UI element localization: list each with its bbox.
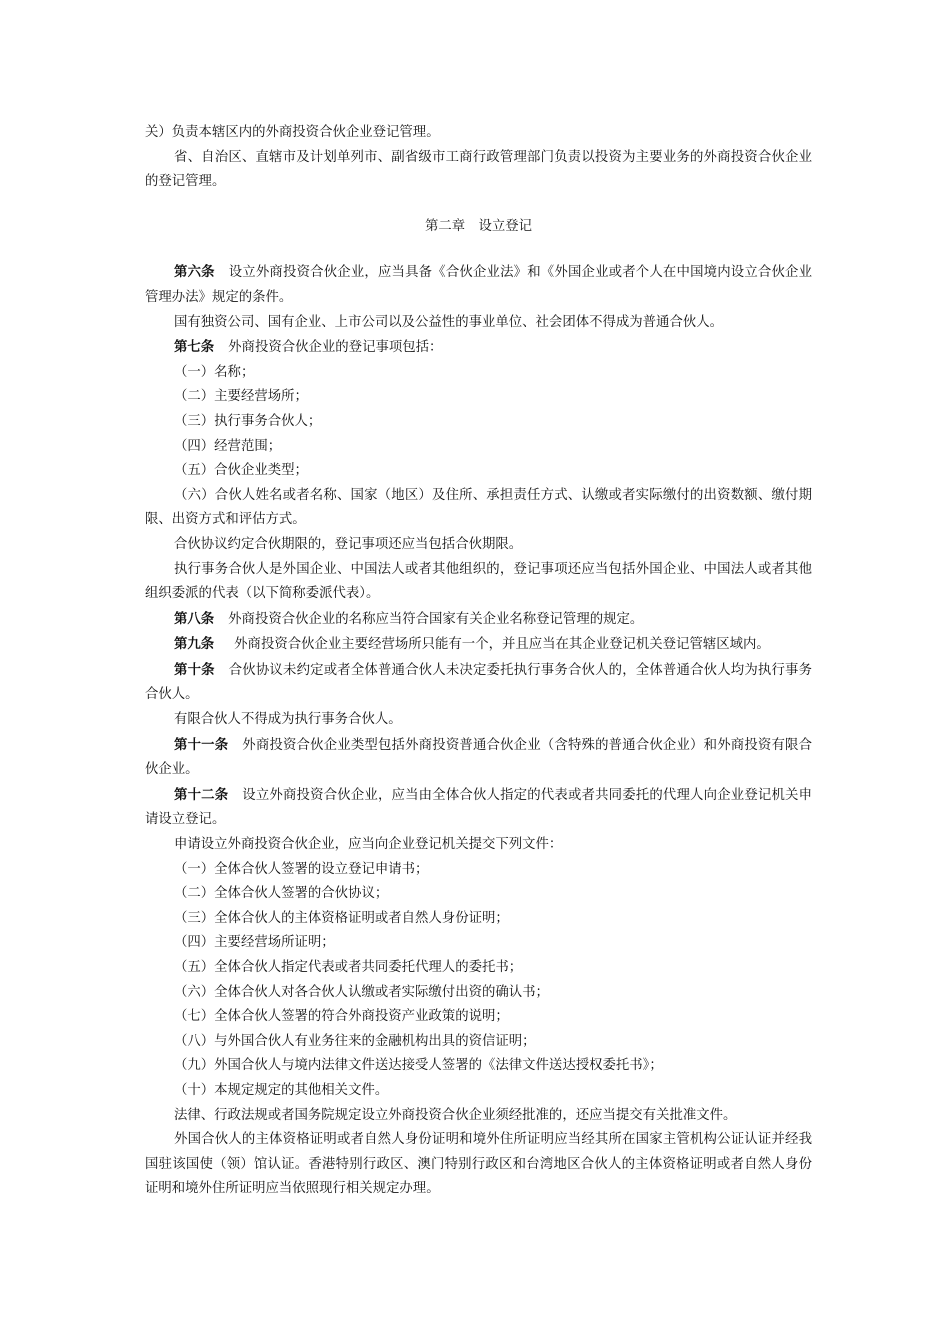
list-item: （六）合伙人姓名或者名称、国家（地区）及住所、承担责任方式、认缴或者实际缴付的出资数额、缴付期限、出资方式和评估方式。	[145, 487, 812, 528]
article-9	[145, 632, 812, 658]
list-item: （五）全体合伙人指定代表或者共同委托代理人的委托书；	[174, 960, 523, 975]
article-7-paragraph-2: 合伙协议约定合伙期限的，登记事项还应当包括合伙期限。	[174, 536, 523, 552]
article-12-paragraph-4: 外国合伙人的主体资格证明或者自然人身份证明和境外住所证明应当经其所在国家主管机构公证认证并经我国驻该国使（领）馆认证。香港特别行政区、澳门特别行政区和台湾地区合伙人的主体资格证明或者自然人身份证明和境外住所证明应当依照现行相关规定办理。	[145, 1132, 812, 1197]
article-10-text: 合伙协议未约定或者全体普通合伙人未决定委托执行事务合伙人的，全体普通合伙人均为执行事务合伙人。	[145, 662, 813, 703]
article-12-label: 第十二条	[174, 786, 229, 803]
article-9-label: 第九条	[174, 636, 215, 653]
article-9-text: 外商投资合伙企业主要经营场所只能有一个，并且应当在其企业登记机关登记管辖区域内。	[234, 637, 770, 653]
article-8-label: 第八条	[174, 610, 215, 627]
list-item: （十）本规定规定的其他相关文件。	[174, 1082, 389, 1098]
article-11	[145, 733, 812, 783]
list-item: （二）主要经营场所；	[174, 389, 308, 405]
article-7-text: 外商投资合伙企业的登记事项包括：	[228, 340, 443, 356]
article-8-text: 外商投资合伙企业的名称应当符合国家有关企业名称登记管理的规定。	[228, 611, 644, 627]
list-item: （五）合伙企业类型；	[174, 463, 308, 479]
list-item: （一）全体合伙人签署的设立登记申请书；	[174, 861, 429, 877]
list-item: （二）全体合伙人签署的合伙协议；	[174, 886, 389, 902]
list-item: （四）主要经营场所证明；	[174, 935, 335, 951]
article-6-text: 设立外商投资合伙企业，应当具备《合伙企业法》和《外国企业或者个人在中国境内设立合伙企业管理办法》规定的条件。	[145, 265, 813, 305]
article-11-label: 第十一条	[174, 736, 229, 753]
article-7-label: 第七条	[174, 339, 215, 356]
list-item: （八）与外国合伙人有业务往来的金融机构出具的资信证明；	[174, 1033, 536, 1049]
article-12-paragraph-3: 法律、行政法规或者国务院规定设立外商投资合伙企业须经批准的，还应当提交有关批准文件。	[174, 1107, 737, 1123]
article-10-label: 第十条	[174, 661, 215, 678]
list-item: （三）全体合伙人的主体资格证明或者自然人身份证明；	[174, 910, 509, 926]
list-item: （一）名称；	[174, 364, 255, 380]
article-12-paragraph-2: 申请设立外商投资合伙企业，应当向企业登记机关提交下列文件：	[174, 837, 563, 853]
article-7-paragraph-3: 执行事务合伙人是外国企业、中国法人或者其他组织的，登记事项还应当包括外国企业、中国法人或者其他组织委派的代表（以下简称委派代表）。	[145, 561, 812, 602]
article-8	[145, 607, 812, 633]
article-12	[145, 783, 812, 833]
chapter-title: 第二章 设立登记	[424, 218, 533, 234]
article-12-text: 设立外商投资合伙企业，应当由全体合伙人指定的代表或者共同委托的代理人向企业登记机关申请设立登记。	[145, 787, 813, 828]
article-11-text: 外商投资合伙企业类型包括外商投资普通合伙企业（含特殊的普通合伙企业）和外商投资有限合伙企业。	[145, 737, 813, 778]
list-item: （七）全体合伙人签署的符合外商投资产业政策的说明；	[174, 1009, 509, 1025]
article-7	[145, 335, 812, 361]
article-10	[145, 658, 812, 708]
list-item: （四）经营范围；	[174, 438, 282, 454]
intro-paragraph-2: 省、自治区、直辖市及计划单列市、副省级市工商行政管理部门负责以投资为主要业务的外商投资合伙企业的登记管理。	[145, 149, 812, 190]
list-item: （三）执行事务合伙人；	[174, 413, 322, 429]
intro-paragraph-1: 关）负责本辖区内的外商投资合伙企业登记管理。	[145, 125, 440, 140]
article-6	[145, 260, 812, 310]
list-item: （九）外国合伙人与境内法律文件送达接受人签署的《法律文件送达授权委托书》；	[174, 1058, 663, 1074]
list-item: （六）全体合伙人对各合伙人认缴或者实际缴付出资的确认书；	[174, 984, 549, 1000]
article-6-paragraph-2: 国有独资公司、国有企业、上市公司以及公益性的事业单位、社会团体不得成为普通合伙人。	[174, 314, 724, 330]
article-6-label: 第六条	[174, 264, 215, 281]
article-10-paragraph-2: 有限合伙人不得成为执行事务合伙人。	[174, 712, 402, 728]
document-body	[145, 121, 812, 1202]
